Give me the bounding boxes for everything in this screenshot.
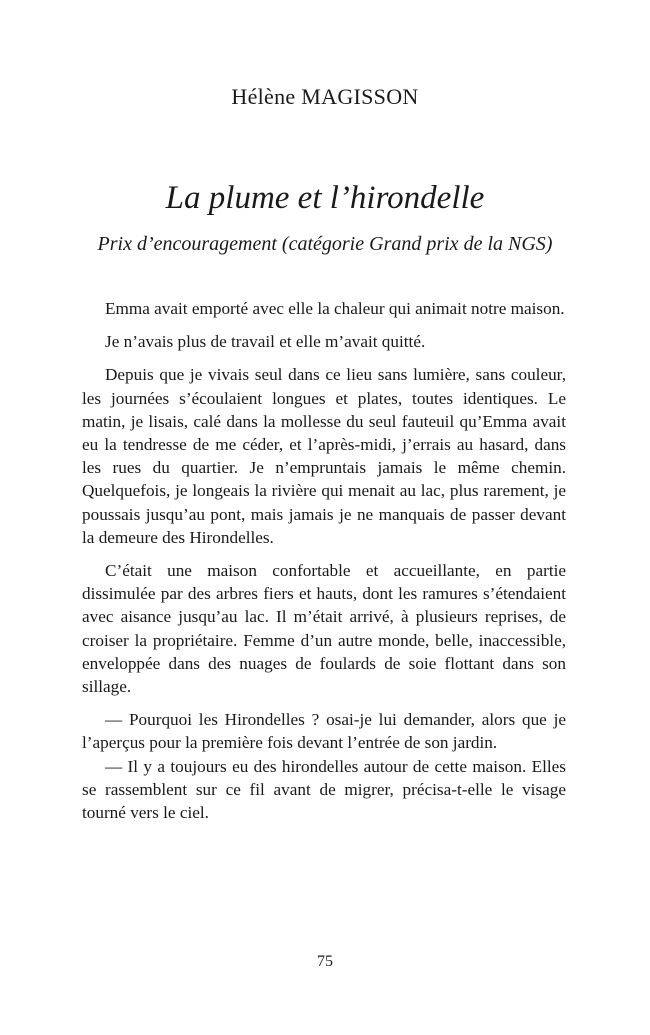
dialogue-paragraph: — Il y a toujours eu des hirondelles autour de cette maison. Elles se rassemblent sur ce fil avant de migrer, précisa-t-elle le visage tourné vers le ciel.	[82, 756, 566, 823]
dialogue-paragraph: — Pourquoi les Hirondelles ? osai-je lui demander, alors que je l’aperçus pour la première fois devant l’entrée de son jardin.	[82, 710, 566, 753]
page-number: 75	[317, 953, 333, 970]
author-name: Hélène MAGISSON	[231, 84, 419, 109]
story-title: La plume et l’hirondelle	[165, 180, 485, 216]
story-subtitle: Prix d’encouragement (catégorie Grand prix de la NGS)	[97, 233, 553, 255]
paragraph: Je n’avais plus de travail et elle m’avait quitté.	[105, 332, 426, 352]
paragraph: Depuis que je vivais seul dans ce lieu sans lumière, sans couleur, les journées s’écoulaient longues et plates, toutes identiques. Le matin, je lisais, calé dans la mollesse du seul fauteuil qu’Emma avait eu la tendresse de me céder, et l’après-midi, j’errais au hasard, dans les rues du quartier. Je n’empruntais jamais le même chemin. Quelquefois, je longeais la rivière qui menait au lac, plus rarement, je poussais jusqu’au pont, mais jamais je ne manquais de passer devant la demeure des Hirondelles.	[82, 365, 566, 547]
paragraph: Emma avait emporté avec elle la chaleur qui animait notre maison.	[105, 299, 565, 318]
paragraph: C’était une maison confortable et accueillante, en partie dissimulée par des arbres fiers et hauts, dont les ramures s’étendaient avec aisance jusqu’au lac. Il m’était arrivé, à plusieurs reprises, de croiser la propriétaire. Femme d’un autre monde, belle, inaccessible, enveloppée dans des nuages de foulards de soie flottant dans son sillage.	[82, 561, 566, 697]
story-body	[82, 297, 566, 824]
